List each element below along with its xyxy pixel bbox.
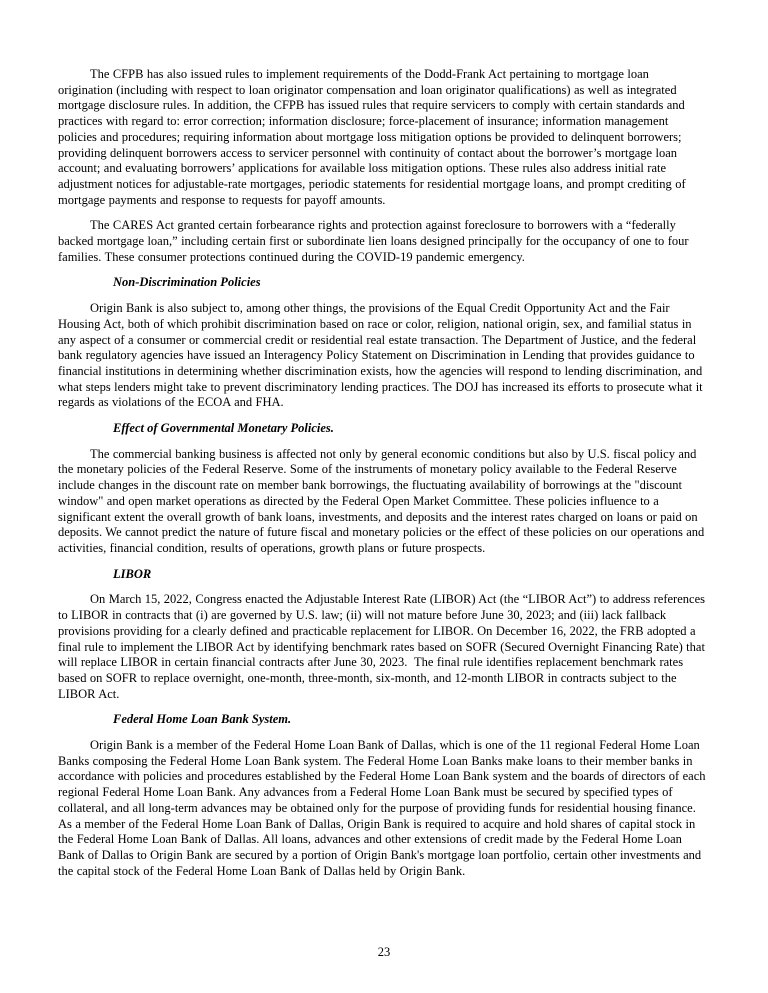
paragraph-monetary-policies: The commercial banking business is affected not only by general economic conditions but also by U.S. fiscal policy and the monetary policies of the Federal Reserve. Some of the instruments of monetary policy available to the Federal Reserve include changes in the discount rate on member bank borrowings, the fluctuating availability of borrowings at the "discount window" and open market operations as directed by the Federal Open Market Committee. These policies influence to a significant extent the overall growth of bank loans, investments, and deposits and the interest rates charged on loans or paid on deposits. We cannot predict the nature of future fiscal and monetary policies or the effect of these policies on our operations and activities, financial condition, results of operations, growth plans or future prospects.: [58, 446, 705, 555]
page-number: 23: [377, 945, 391, 959]
paragraph-federal-home-loan-bank: Origin Bank is a member of the Federal Home Loan Bank of Dallas, which is one of the 11 regional Federal Home Loan Banks composing the Federal Home Loan Bank system. The Federal Home Loan Banks make loans to their member banks in accordance with policies and procedures established by the Federal Home Loan Bank system and the boards of directors of each regional Federal Home Loan Bank. Any advances from a Federal Home Loan Bank must be secured by specified types of collateral, and all long-term advances may be obtained only for the purpose of providing funds for residential housing finance. As a member of the Federal Home Loan Bank of Dallas, Origin Bank is required to acquire and hold shares of capital stock in the Federal Home Loan Bank of Dallas. All loans, advances and other extensions of credit made by the Federal Home Loan Bank of Dallas to Origin Bank are secured by a portion of Origin Bank's mortgage loan portfolio, certain other investments and the capital stock of the Federal Home Loan Bank of Dallas held by Origin Bank.: [58, 738, 706, 878]
heading-non-discrimination-policies: Non-Discrimination Policies: [113, 275, 261, 290]
heading-federal-home-loan-bank-system: Federal Home Loan Bank System.: [113, 712, 292, 727]
heading-libor: LIBOR: [113, 566, 152, 581]
paragraph-non-discrimination: Origin Bank is also subject to, among other things, the provisions of the Equal Credit Opportunity Act and the Fair Housing Act, both of which prohibit discrimination based on race or color, religion, national origin, sex, and familial status in any aspect of a consumer or commercial credit or residential real estate transaction. The Department of Justice, and the federal bank regulatory agencies have issued an Interagency Policy Statement on Discrimination in Lending that provides guidance to financial institutions in determining whether discrimination exists, how the agencies will respond to lending discrimination, and what steps lenders might take to prevent discriminatory lending practices. The DOJ has increased its efforts to prosecute what it regards as violations of the ECOA and FHA.: [58, 301, 703, 410]
paragraph-cares-act: The CARES Act granted certain forbearance rights and protection against foreclosure to borrowers with a “federally backed mortgage loan,” including certain first or subordinate lien loans designed principally for the occupancy of one to four families. These consumer protections continued during the COVID-19 pandemic emergency.: [58, 218, 689, 264]
document-content: [58, 67, 706, 889]
paragraph-libor-act: On March 15, 2022, Congress enacted the Adjustable Interest Rate (LIBOR) Act (the “LIBOR Act”) to address references to LIBOR in contracts that (i) are governed by U.S. law; (ii) will not mature before June 30, 2023; and (iii) lack fallback provisions providing for a clearly defined and practicable replacement for LIBOR. On December 16, 2022, the FRB adopted a final rule to implement the LIBOR Act by identifying benchmark rates based on SOFR (Secured Overnight Financing Rate) that will replace LIBOR in certain financial contracts after June 30, 2023. The final rule identifies replacement benchmark rates based on SOFR to replace overnight, one-month, three-month, six-month, and 12-month LIBOR in contracts subject to the LIBOR Act.: [58, 592, 705, 701]
paragraph-cfpb-mortgage-rules: The CFPB has also issued rules to implement requirements of the Dodd-Frank Act pertaining to mortgage loan origination (including with respect to loan originator compensation and loan originator qualifications) as well as integrated mortgage disclosure rules. In addition, the CFPB has issued rules that require servicers to comply with certain standards and practices with regard to: error correction; information disclosure; force-placement of insurance; information management policies and procedures; requiring information about mortgage loss mitigation options be provided to delinquent borrowers; providing delinquent borrowers access to servicer personnel with continuity of contact about the borrower’s mortgage loan account; and evaluating borrowers’ applications for available loss mitigation options. These rules also address initial rate adjustment notices for adjustable-rate mortgages, periodic statements for residential mortgage loans, and prompt crediting of mortgage payments and response to requests for payoff amounts.: [58, 67, 686, 207]
heading-effect-governmental-monetary-policies: Effect of Governmental Monetary Policies.: [113, 421, 334, 436]
